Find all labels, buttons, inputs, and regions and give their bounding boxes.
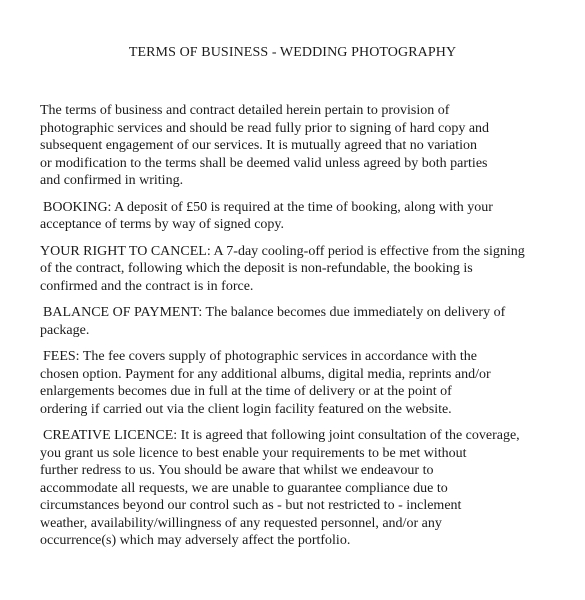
paragraph-creative-licence: [40, 427, 550, 550]
paragraph-line: accommodate all requests, we are unable to guarantee compliance due to: [40, 480, 448, 496]
paragraph-line: ordering if carried out via the client login facility featured on the website.: [40, 401, 452, 417]
paragraph-line: subsequent engagement of our services. It is mutually agreed that no variation: [40, 138, 477, 153]
paragraph-line: circumstances beyond our control such as - but not restricted to - inclement: [40, 498, 462, 513]
paragraph-line: occurrence(s) which may adversely affect the portfolio.: [40, 533, 351, 548]
paragraph-line: chosen option. Payment for any additional albums, digital media, reprints and/or: [40, 366, 491, 382]
paragraph-right-to-cancel: [40, 243, 550, 296]
paragraph-line: of the contract, following which the deposit is non-refundable, the booking is: [40, 261, 473, 276]
paragraph-line: or modification to the terms shall be deemed valid unless agreed by both parties: [40, 155, 488, 171]
paragraph-line: package.: [40, 322, 90, 338]
paragraph-line: enlargements becomes due in full at the time of delivery or at the point of: [40, 384, 452, 399]
document-title: TERMS OF BUSINESS - WEDDING PHOTOGRAPHY: [128, 45, 457, 60]
paragraph-line: acceptance of terms by way of signed copy.: [40, 217, 284, 232]
paragraph-balance-of-payment: [40, 304, 550, 339]
paragraph-line: BOOKING: A deposit of £50 is required at the time of booking, along with your: [43, 199, 493, 215]
paragraph-line: YOUR RIGHT TO CANCEL: A 7-day cooling-off period is effective from the signing: [40, 243, 525, 259]
paragraph-line: BALANCE OF PAYMENT: The balance becomes due immediately on delivery of: [43, 305, 506, 320]
document-body: [40, 102, 550, 559]
paragraph-fees: [40, 348, 550, 418]
paragraph-line: FEES: The fee covers supply of photographic services in accordance with the: [43, 349, 477, 364]
paragraph-booking: [40, 199, 550, 234]
paragraph-line: weather, availability/willingness of any requested personnel, and/or any: [40, 515, 442, 531]
paragraph-line: you grant us sole licence to best enable your requirements to be met without: [40, 445, 467, 461]
paragraph-line: confirmed and the contract is in force.: [40, 278, 254, 294]
paragraph-line: and confirmed in writing.: [40, 173, 184, 188]
paragraph-line: The terms of business and contract detailed herein pertain to provision of: [40, 103, 450, 118]
paragraph-line: photographic services and should be read fully prior to signing of hard copy and: [40, 120, 490, 136]
paragraph-line: CREATIVE LICENCE: It is agreed that following joint consultation of the coverage,: [43, 428, 520, 443]
paragraph-intro: [40, 102, 550, 190]
paragraph-line: further redress to us. You should be aware that whilst we endeavour to: [40, 463, 434, 478]
